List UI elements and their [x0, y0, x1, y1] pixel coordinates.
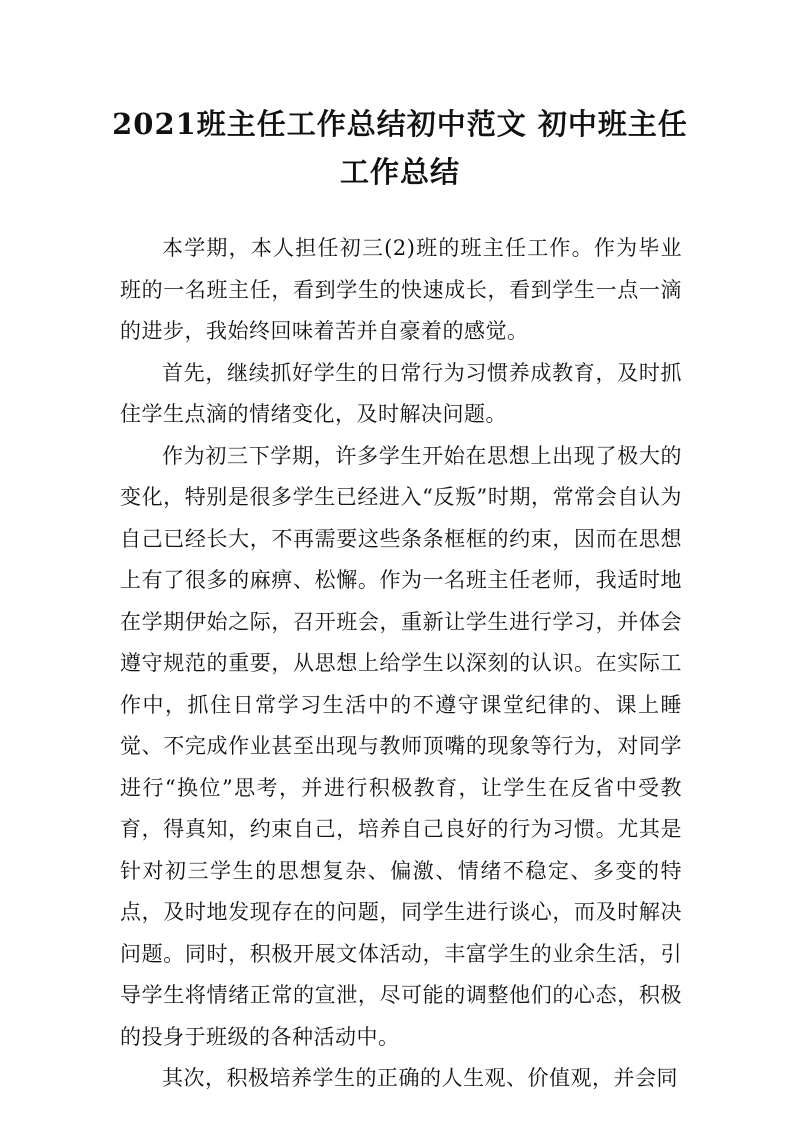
- title-line-2: 工作总结: [339, 155, 460, 189]
- title-line-1: 2021班主任工作总结初中范文 初中班主任: [112, 107, 688, 141]
- paragraph-3: 作为初三下学期，许多学生开始在思想上出现了极大的变化，特别是很多学生已经进入“反叛”时期，常常会自认为自己已经长大，不再需要这些条条框框的约束，因而在思想上有了很多的麻痹、松懈。作为一名班主任老师，我适时地在学期伊始之际，召开班会，重新让学生进行学习，并体会遵守规范的重要，从思想上给学生以深刻的认识。在实际工作中，抓住日常学习生活中的不遵守课堂纪律的、课上睡觉、不完成作业甚至出现与教师顶嘴的现象等行为，对同学进行“换位”思考，并进行积极教育，让学生在反省中受教育，得真知，约束自己，培养自己良好的行为习惯。尤其是针对初三学生的思想复杂、偏激、情绪不稳定、多变的特点，及时地发现存在的问题，同学生进行谈心，而及时解决问题。同时，积极开展文体活动，丰富学生的业余生活，引导学生将情绪正常的宣泄，尽可能的调整他们的心态，积极的投身于班级的各种活动中。: [120, 443, 682, 1049]
- paragraph-4: 其次，积极培养学生的正确的人生观、价值观，并会同: [162, 1066, 678, 1090]
- paragraph-2: 首先，继续抓好学生的日常行为习惯养成教育，及时抓住学生点滴的情绪变化，及时解决问题。: [120, 360, 682, 426]
- document-title: [100, 100, 700, 196]
- document-body: [120, 228, 682, 1100]
- paragraph-1: 本学期，本人担任初三(2)班的班主任工作。作为毕业班的一名班主任，看到学生的快速成长，看到学生一点一滴的进步，我始终回味着苦并自豪着的感觉。: [120, 236, 682, 343]
